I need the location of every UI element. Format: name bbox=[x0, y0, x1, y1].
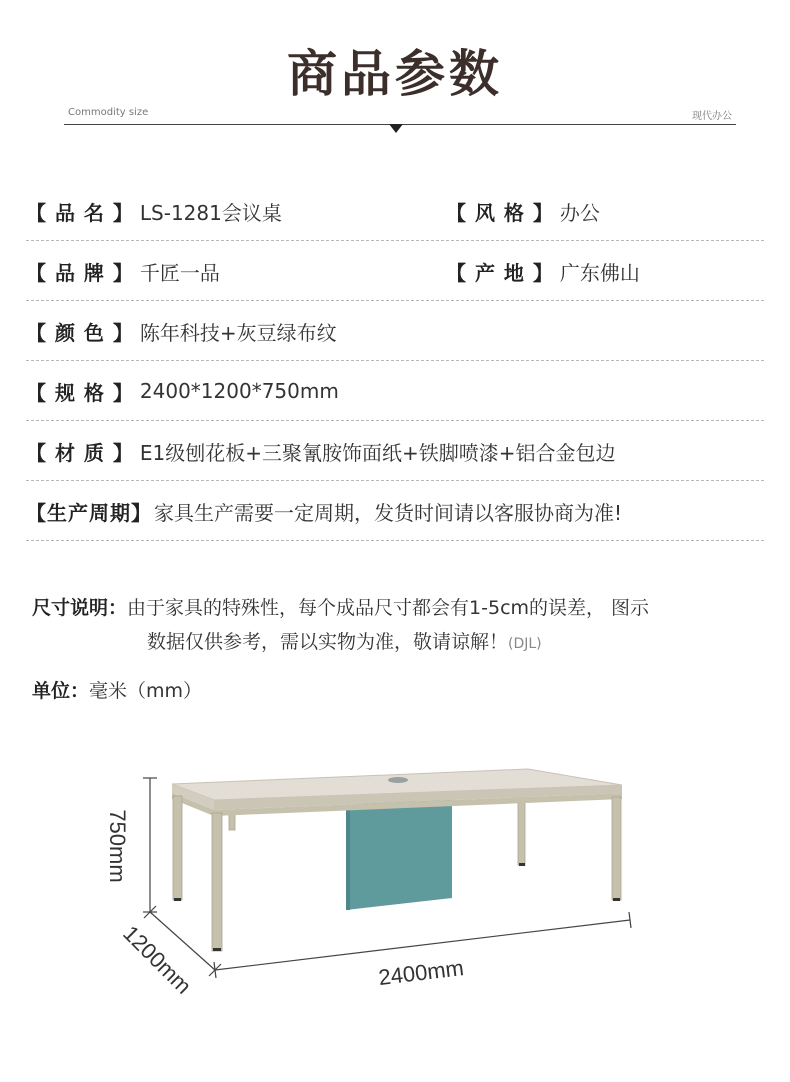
size-note-line1: 由于家具的特殊性，每个成品尺寸都会有1-5cm的误差， 图示 bbox=[127, 597, 650, 619]
spec-color-label: 【 颜 色 】 bbox=[26, 320, 134, 345]
width-label: 2400mm bbox=[377, 955, 466, 991]
page-title: 商品参数 bbox=[287, 45, 503, 103]
spec-name-value: LS-1281会议桌 bbox=[139, 200, 282, 225]
spec-color bbox=[26, 301, 337, 361]
subtitle-category: 现代办公 bbox=[692, 111, 732, 122]
spec-material-value: E1级刨花板+三聚氰胺饰面纸+铁脚喷漆+铝合金包边 bbox=[139, 440, 616, 465]
unit-value: 毫米（mm） bbox=[89, 680, 203, 702]
center-cabinet bbox=[346, 797, 452, 910]
spec-style bbox=[446, 181, 600, 241]
depth-label: 1200mm bbox=[118, 920, 197, 999]
spec-material bbox=[26, 421, 616, 481]
spec-cycle bbox=[26, 481, 622, 541]
table-diagram bbox=[0, 740, 790, 1080]
size-note-label: 尺寸说明 bbox=[32, 597, 109, 619]
unit-label: 单位 bbox=[32, 680, 71, 702]
spec-origin-value: 广东佛山 bbox=[559, 260, 640, 285]
spec-style-label: 【 风 格 】 bbox=[446, 200, 554, 225]
size-note-continued bbox=[147, 625, 542, 661]
spec-brand bbox=[26, 241, 220, 301]
height-dimension-line bbox=[143, 778, 157, 912]
spec-name bbox=[26, 181, 282, 241]
unit-colon: ： bbox=[70, 680, 90, 702]
spec-brand-value: 千匠一品 bbox=[139, 260, 220, 285]
size-note-line2: 数据仅供参考，需以实物为准，敬请谅解！ bbox=[147, 631, 509, 653]
spec-name-label: 【 品 名 】 bbox=[26, 200, 134, 225]
spec-style-value: 办公 bbox=[559, 200, 600, 225]
subtitle-english: Commodity size bbox=[68, 107, 149, 118]
spec-size bbox=[26, 361, 339, 421]
spec-material-label: 【 材 质 】 bbox=[26, 440, 134, 465]
spec-cycle-label: 【生产周期】 bbox=[26, 500, 152, 525]
spec-size-value: 2400*1200*750mm bbox=[139, 379, 339, 403]
size-note-colon: ： bbox=[108, 597, 128, 619]
size-note bbox=[32, 591, 649, 625]
spec-cycle-value: 家具生产需要一定周期，发货时间请以客服协商为准! bbox=[154, 500, 623, 525]
height-label: 750mm bbox=[105, 809, 130, 883]
spec-color-value: 陈年科技+灰豆绿布纹 bbox=[139, 320, 337, 345]
down-arrow-icon bbox=[389, 124, 403, 133]
size-note-code: (DJL) bbox=[508, 636, 542, 652]
spec-origin bbox=[446, 241, 640, 301]
spec-brand-label: 【 品 牌 】 bbox=[26, 260, 134, 285]
spec-size-label: 【 规 格 】 bbox=[26, 380, 134, 405]
spec-origin-label: 【 产 地 】 bbox=[446, 260, 554, 285]
unit-note bbox=[32, 674, 202, 708]
